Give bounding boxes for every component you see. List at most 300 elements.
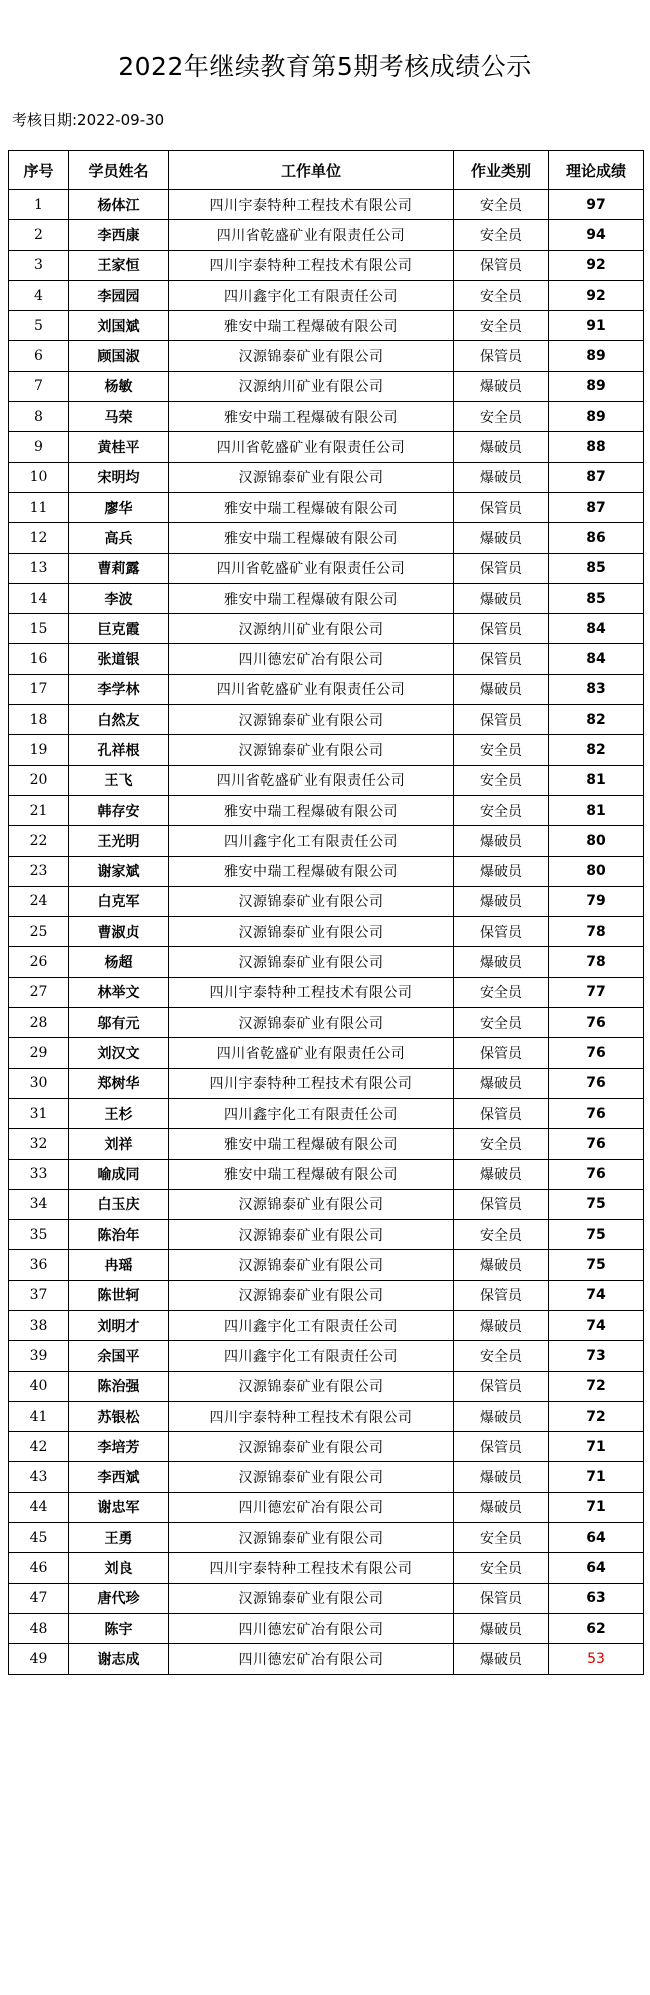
row-index: 11 — [9, 492, 69, 522]
work-unit: 汉源纳川矿业有限公司 — [169, 371, 454, 401]
table-row — [9, 1159, 644, 1189]
student-name: 谢忠军 — [69, 1492, 169, 1522]
row-index: 44 — [9, 1492, 69, 1522]
col-unit-header: 工作单位 — [169, 151, 454, 190]
row-index: 10 — [9, 462, 69, 492]
table-row — [9, 1008, 644, 1038]
table-row — [9, 220, 644, 250]
work-unit: 雅安中瑞工程爆破有限公司 — [169, 583, 454, 613]
job-category: 爆破员 — [454, 371, 549, 401]
row-index: 26 — [9, 947, 69, 977]
col-score-header: 理论成绩 — [549, 151, 644, 190]
job-category: 安全员 — [454, 190, 549, 220]
student-name: 张道银 — [69, 644, 169, 674]
row-index: 6 — [9, 341, 69, 371]
work-unit: 四川省乾盛矿业有限责任公司 — [169, 674, 454, 704]
job-category: 安全员 — [454, 311, 549, 341]
student-name: 杨敏 — [69, 371, 169, 401]
table-row — [9, 553, 644, 583]
work-unit: 四川宇泰特种工程技术有限公司 — [169, 190, 454, 220]
theory-score: 74 — [549, 1310, 644, 1340]
student-name: 李西康 — [69, 220, 169, 250]
theory-score: 63 — [549, 1583, 644, 1613]
theory-score: 76 — [549, 1159, 644, 1189]
work-unit: 汉源锦泰矿业有限公司 — [169, 917, 454, 947]
row-index: 14 — [9, 583, 69, 613]
student-name: 白克军 — [69, 886, 169, 916]
row-index: 48 — [9, 1613, 69, 1643]
table-row — [9, 614, 644, 644]
row-index: 21 — [9, 795, 69, 825]
job-category: 爆破员 — [454, 1068, 549, 1098]
row-index: 8 — [9, 402, 69, 432]
student-name: 王勇 — [69, 1523, 169, 1553]
theory-score: 88 — [549, 432, 644, 462]
student-name: 刘明才 — [69, 1310, 169, 1340]
row-index: 28 — [9, 1008, 69, 1038]
row-index: 7 — [9, 371, 69, 401]
table-row — [9, 1220, 644, 1250]
theory-score: 76 — [549, 1129, 644, 1159]
student-name: 杨超 — [69, 947, 169, 977]
col-category-header: 作业类别 — [454, 151, 549, 190]
table-row — [9, 371, 644, 401]
work-unit: 四川宇泰特种工程技术有限公司 — [169, 250, 454, 280]
work-unit: 雅安中瑞工程爆破有限公司 — [169, 1159, 454, 1189]
row-index: 17 — [9, 674, 69, 704]
work-unit: 汉源锦泰矿业有限公司 — [169, 1462, 454, 1492]
row-index: 46 — [9, 1553, 69, 1583]
job-category: 保管员 — [454, 553, 549, 583]
student-name: 李西斌 — [69, 1462, 169, 1492]
work-unit: 四川鑫宇化工有限责任公司 — [169, 280, 454, 310]
table-row — [9, 190, 644, 220]
row-index: 41 — [9, 1401, 69, 1431]
job-category: 安全员 — [454, 402, 549, 432]
job-category: 安全员 — [454, 795, 549, 825]
work-unit: 四川鑫宇化工有限责任公司 — [169, 1098, 454, 1128]
work-unit: 四川省乾盛矿业有限责任公司 — [169, 432, 454, 462]
table-row — [9, 1250, 644, 1280]
student-name: 苏银松 — [69, 1401, 169, 1431]
row-index: 38 — [9, 1310, 69, 1340]
student-name: 宋明均 — [69, 462, 169, 492]
row-index: 4 — [9, 280, 69, 310]
row-index: 45 — [9, 1523, 69, 1553]
row-index: 47 — [9, 1583, 69, 1613]
theory-score: 75 — [549, 1220, 644, 1250]
student-name: 冉瑶 — [69, 1250, 169, 1280]
col-name-header: 学员姓名 — [69, 151, 169, 190]
row-index: 20 — [9, 765, 69, 795]
student-name: 刘国斌 — [69, 311, 169, 341]
work-unit: 汉源锦泰矿业有限公司 — [169, 1371, 454, 1401]
job-category: 保管员 — [454, 917, 549, 947]
student-name: 曹淑贞 — [69, 917, 169, 947]
row-index: 22 — [9, 826, 69, 856]
student-name: 孔祥根 — [69, 735, 169, 765]
theory-score: 87 — [549, 462, 644, 492]
theory-score: 71 — [549, 1462, 644, 1492]
table-row — [9, 1189, 644, 1219]
job-category: 安全员 — [454, 1129, 549, 1159]
table-row — [9, 1432, 644, 1462]
row-index: 19 — [9, 735, 69, 765]
job-category: 爆破员 — [454, 1613, 549, 1643]
table-row — [9, 1371, 644, 1401]
theory-score: 85 — [549, 553, 644, 583]
student-name: 马荣 — [69, 402, 169, 432]
job-category: 保管员 — [454, 1583, 549, 1613]
theory-score: 80 — [549, 826, 644, 856]
work-unit: 四川宇泰特种工程技术有限公司 — [169, 1068, 454, 1098]
student-name: 谢志成 — [69, 1644, 169, 1674]
work-unit: 四川德宏矿冶有限公司 — [169, 1492, 454, 1522]
job-category: 爆破员 — [454, 583, 549, 613]
table-row — [9, 1129, 644, 1159]
work-unit: 四川宇泰特种工程技术有限公司 — [169, 977, 454, 1007]
table-row — [9, 977, 644, 1007]
theory-score: 84 — [549, 614, 644, 644]
work-unit: 汉源锦泰矿业有限公司 — [169, 1432, 454, 1462]
theory-score: 53 — [549, 1644, 644, 1674]
table-row — [9, 735, 644, 765]
student-name: 邬有元 — [69, 1008, 169, 1038]
job-category: 保管员 — [454, 1038, 549, 1068]
job-category: 爆破员 — [454, 432, 549, 462]
job-category: 安全员 — [454, 1341, 549, 1371]
theory-score: 89 — [549, 402, 644, 432]
student-name: 林举文 — [69, 977, 169, 1007]
row-index: 32 — [9, 1129, 69, 1159]
job-category: 安全员 — [454, 1553, 549, 1583]
student-name: 郑树华 — [69, 1068, 169, 1098]
row-index: 13 — [9, 553, 69, 583]
table-row — [9, 1068, 644, 1098]
theory-score: 78 — [549, 947, 644, 977]
table-row — [9, 705, 644, 735]
row-index: 30 — [9, 1068, 69, 1098]
student-name: 王家恒 — [69, 250, 169, 280]
student-name: 廖华 — [69, 492, 169, 522]
table-row — [9, 492, 644, 522]
work-unit: 汉源锦泰矿业有限公司 — [169, 1583, 454, 1613]
theory-score: 85 — [549, 583, 644, 613]
work-unit: 四川省乾盛矿业有限责任公司 — [169, 553, 454, 583]
row-index: 18 — [9, 705, 69, 735]
job-category: 爆破员 — [454, 1159, 549, 1189]
table-header — [9, 151, 644, 190]
page-title: 2022年继续教育第5期考核成绩公示 — [118, 52, 532, 81]
table-row — [9, 644, 644, 674]
table-row — [9, 432, 644, 462]
job-category: 保管员 — [454, 705, 549, 735]
student-name: 白然友 — [69, 705, 169, 735]
table-row — [9, 1310, 644, 1340]
job-category: 安全员 — [454, 1008, 549, 1038]
theory-score: 86 — [549, 523, 644, 553]
table-row — [9, 765, 644, 795]
job-category: 保管员 — [454, 644, 549, 674]
work-unit: 四川德宏矿冶有限公司 — [169, 1613, 454, 1643]
student-name: 刘祥 — [69, 1129, 169, 1159]
job-category: 爆破员 — [454, 886, 549, 916]
theory-score: 71 — [549, 1432, 644, 1462]
job-category: 安全员 — [454, 735, 549, 765]
work-unit: 汉源锦泰矿业有限公司 — [169, 886, 454, 916]
student-name: 杨体江 — [69, 190, 169, 220]
theory-score: 94 — [549, 220, 644, 250]
row-index: 25 — [9, 917, 69, 947]
table-row — [9, 1553, 644, 1583]
job-category: 爆破员 — [454, 947, 549, 977]
row-index: 12 — [9, 523, 69, 553]
student-name: 李园园 — [69, 280, 169, 310]
student-name: 余国平 — [69, 1341, 169, 1371]
table-row — [9, 523, 644, 553]
theory-score: 76 — [549, 1008, 644, 1038]
student-name: 喻成同 — [69, 1159, 169, 1189]
theory-score: 62 — [549, 1613, 644, 1643]
job-category: 爆破员 — [454, 523, 549, 553]
student-name: 曹莉露 — [69, 553, 169, 583]
table-row — [9, 402, 644, 432]
job-category: 保管员 — [454, 1432, 549, 1462]
theory-score: 82 — [549, 735, 644, 765]
job-category: 爆破员 — [454, 1492, 549, 1522]
theory-score: 77 — [549, 977, 644, 1007]
theory-score: 84 — [549, 644, 644, 674]
table-row — [9, 1280, 644, 1310]
student-name: 巨克霞 — [69, 614, 169, 644]
work-unit: 四川省乾盛矿业有限责任公司 — [169, 220, 454, 250]
exam-date: 考核日期:2022-09-30 — [12, 111, 165, 129]
theory-score: 91 — [549, 311, 644, 341]
table-row — [9, 1098, 644, 1128]
job-category: 爆破员 — [454, 1310, 549, 1340]
work-unit: 汉源锦泰矿业有限公司 — [169, 705, 454, 735]
work-unit: 雅安中瑞工程爆破有限公司 — [169, 795, 454, 825]
job-category: 爆破员 — [454, 1401, 549, 1431]
student-name: 谢家斌 — [69, 856, 169, 886]
theory-score: 87 — [549, 492, 644, 522]
table-row — [9, 583, 644, 613]
work-unit: 汉源锦泰矿业有限公司 — [169, 341, 454, 371]
job-category: 保管员 — [454, 1189, 549, 1219]
table-row — [9, 886, 644, 916]
row-index: 1 — [9, 190, 69, 220]
work-unit: 雅安中瑞工程爆破有限公司 — [169, 523, 454, 553]
student-name: 黄桂平 — [69, 432, 169, 462]
work-unit: 雅安中瑞工程爆破有限公司 — [169, 856, 454, 886]
student-name: 李培芳 — [69, 1432, 169, 1462]
table-row — [9, 462, 644, 492]
work-unit: 雅安中瑞工程爆破有限公司 — [169, 492, 454, 522]
table-row — [9, 1492, 644, 1522]
student-name: 白玉庆 — [69, 1189, 169, 1219]
row-index: 15 — [9, 614, 69, 644]
job-category: 保管员 — [454, 250, 549, 280]
theory-score: 89 — [549, 371, 644, 401]
job-category: 保管员 — [454, 341, 549, 371]
job-category: 保管员 — [454, 492, 549, 522]
table-row — [9, 1462, 644, 1492]
row-index: 42 — [9, 1432, 69, 1462]
work-unit: 汉源锦泰矿业有限公司 — [169, 1280, 454, 1310]
student-name: 李学林 — [69, 674, 169, 704]
row-index: 5 — [9, 311, 69, 341]
theory-score: 78 — [549, 917, 644, 947]
table-row — [9, 826, 644, 856]
work-unit: 四川鑫宇化工有限责任公司 — [169, 1341, 454, 1371]
job-category: 爆破员 — [454, 1250, 549, 1280]
table-row — [9, 1613, 644, 1643]
table-row — [9, 1523, 644, 1553]
theory-score: 72 — [549, 1371, 644, 1401]
student-name: 刘汉文 — [69, 1038, 169, 1068]
work-unit: 汉源锦泰矿业有限公司 — [169, 1008, 454, 1038]
student-name: 韩存安 — [69, 795, 169, 825]
job-category: 保管员 — [454, 1098, 549, 1128]
job-category: 安全员 — [454, 765, 549, 795]
student-name: 刘良 — [69, 1553, 169, 1583]
work-unit: 汉源锦泰矿业有限公司 — [169, 462, 454, 492]
header-row — [9, 151, 644, 190]
table-body — [9, 190, 644, 1675]
row-index: 35 — [9, 1220, 69, 1250]
job-category: 爆破员 — [454, 826, 549, 856]
theory-score: 76 — [549, 1098, 644, 1128]
work-unit: 汉源锦泰矿业有限公司 — [169, 947, 454, 977]
theory-score: 71 — [549, 1492, 644, 1522]
student-name: 王杉 — [69, 1098, 169, 1128]
col-index-header: 序号 — [9, 151, 69, 190]
theory-score: 75 — [549, 1189, 644, 1219]
work-unit: 四川鑫宇化工有限责任公司 — [169, 1310, 454, 1340]
table-row — [9, 1341, 644, 1371]
student-name: 陈世轲 — [69, 1280, 169, 1310]
theory-score: 83 — [549, 674, 644, 704]
table-row — [9, 795, 644, 825]
table-row — [9, 341, 644, 371]
theory-score: 79 — [549, 886, 644, 916]
student-name: 王飞 — [69, 765, 169, 795]
row-index: 27 — [9, 977, 69, 1007]
job-category: 爆破员 — [454, 674, 549, 704]
job-category: 安全员 — [454, 220, 549, 250]
table-row — [9, 947, 644, 977]
job-category: 安全员 — [454, 280, 549, 310]
row-index: 37 — [9, 1280, 69, 1310]
work-unit: 雅安中瑞工程爆破有限公司 — [169, 402, 454, 432]
table-row — [9, 1401, 644, 1431]
table-row — [9, 1644, 644, 1674]
student-name: 王光明 — [69, 826, 169, 856]
job-category: 爆破员 — [454, 1644, 549, 1674]
job-category: 安全员 — [454, 1220, 549, 1250]
theory-score: 80 — [549, 856, 644, 886]
row-index: 9 — [9, 432, 69, 462]
table-row — [9, 311, 644, 341]
work-unit: 雅安中瑞工程爆破有限公司 — [169, 1129, 454, 1159]
work-unit: 汉源锦泰矿业有限公司 — [169, 1523, 454, 1553]
job-category: 保管员 — [454, 1280, 549, 1310]
theory-score: 73 — [549, 1341, 644, 1371]
theory-score: 97 — [549, 190, 644, 220]
row-index: 36 — [9, 1250, 69, 1280]
student-name: 陈治强 — [69, 1371, 169, 1401]
table-row — [9, 1583, 644, 1613]
row-index: 23 — [9, 856, 69, 886]
row-index: 2 — [9, 220, 69, 250]
job-category: 安全员 — [454, 977, 549, 1007]
job-category: 保管员 — [454, 1371, 549, 1401]
row-index: 3 — [9, 250, 69, 280]
job-category: 安全员 — [454, 1523, 549, 1553]
work-unit: 四川省乾盛矿业有限责任公司 — [169, 1038, 454, 1068]
work-unit: 汉源锦泰矿业有限公司 — [169, 1250, 454, 1280]
row-index: 24 — [9, 886, 69, 916]
theory-score: 92 — [549, 250, 644, 280]
theory-score: 82 — [549, 705, 644, 735]
theory-score: 76 — [549, 1038, 644, 1068]
job-category: 保管员 — [454, 614, 549, 644]
theory-score: 89 — [549, 341, 644, 371]
theory-score: 76 — [549, 1068, 644, 1098]
student-name: 李波 — [69, 583, 169, 613]
work-unit: 四川宇泰特种工程技术有限公司 — [169, 1553, 454, 1583]
row-index: 29 — [9, 1038, 69, 1068]
student-name: 唐代珍 — [69, 1583, 169, 1613]
row-index: 16 — [9, 644, 69, 674]
work-unit: 四川德宏矿冶有限公司 — [169, 1644, 454, 1674]
student-name: 陈宇 — [69, 1613, 169, 1643]
theory-score: 81 — [549, 795, 644, 825]
theory-score: 64 — [549, 1523, 644, 1553]
table-row — [9, 280, 644, 310]
theory-score: 92 — [549, 280, 644, 310]
table-row — [9, 856, 644, 886]
table-row — [9, 917, 644, 947]
student-name: 高兵 — [69, 523, 169, 553]
row-index: 43 — [9, 1462, 69, 1492]
row-index: 34 — [9, 1189, 69, 1219]
work-unit: 四川省乾盛矿业有限责任公司 — [169, 765, 454, 795]
work-unit: 汉源锦泰矿业有限公司 — [169, 1220, 454, 1250]
student-name: 陈治年 — [69, 1220, 169, 1250]
work-unit: 汉源纳川矿业有限公司 — [169, 614, 454, 644]
theory-score: 75 — [549, 1250, 644, 1280]
work-unit: 四川宇泰特种工程技术有限公司 — [169, 1401, 454, 1431]
job-category: 爆破员 — [454, 462, 549, 492]
row-index: 40 — [9, 1371, 69, 1401]
work-unit: 四川鑫宇化工有限责任公司 — [169, 826, 454, 856]
scores-table — [8, 150, 644, 1675]
theory-score: 72 — [549, 1401, 644, 1431]
theory-score: 81 — [549, 765, 644, 795]
table-row — [9, 250, 644, 280]
theory-score: 64 — [549, 1553, 644, 1583]
work-unit: 汉源锦泰矿业有限公司 — [169, 735, 454, 765]
job-category: 爆破员 — [454, 1462, 549, 1492]
table-row — [9, 1038, 644, 1068]
table-row — [9, 674, 644, 704]
work-unit: 四川德宏矿冶有限公司 — [169, 644, 454, 674]
job-category: 爆破员 — [454, 856, 549, 886]
work-unit: 雅安中瑞工程爆破有限公司 — [169, 311, 454, 341]
theory-score: 74 — [549, 1280, 644, 1310]
student-name: 顾国淑 — [69, 341, 169, 371]
